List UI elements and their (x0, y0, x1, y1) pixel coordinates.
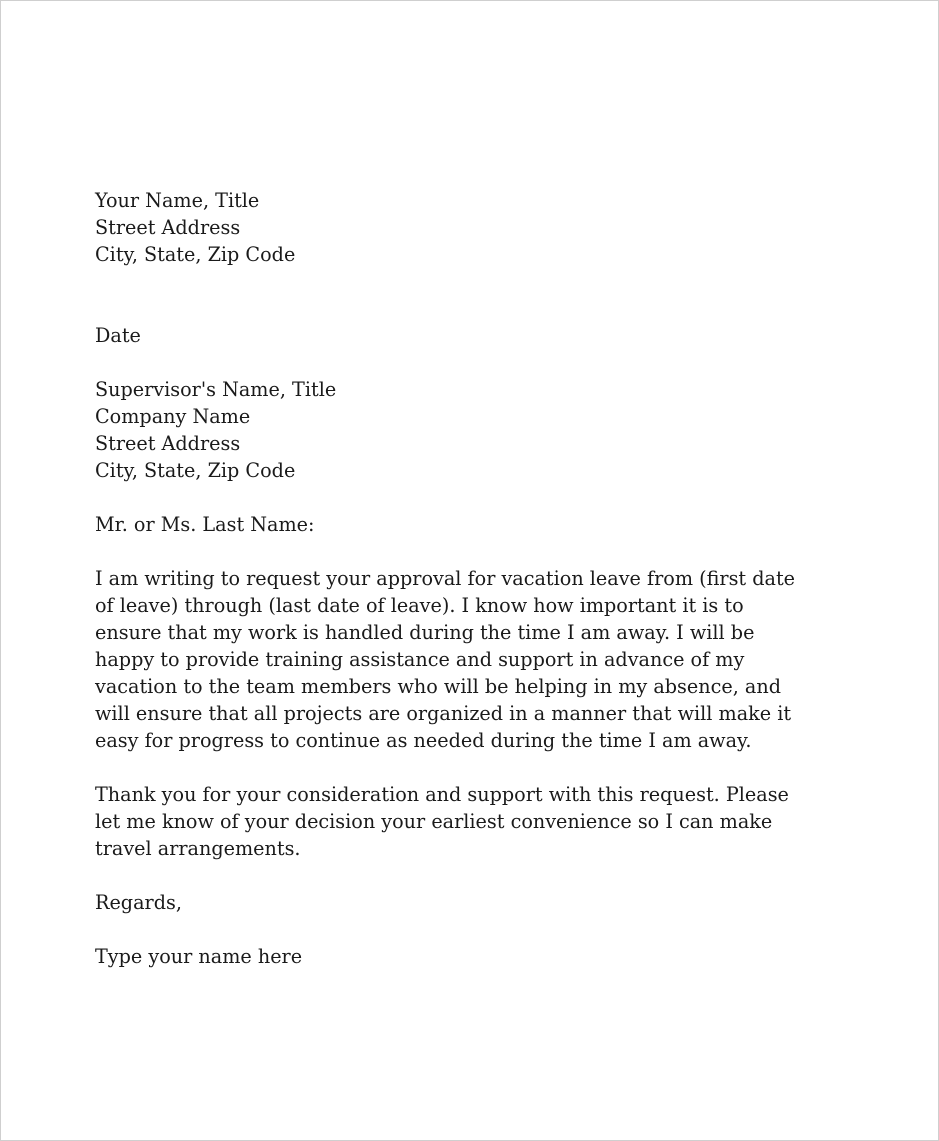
recipient-address (95, 376, 855, 484)
spacer (95, 268, 855, 322)
recipient-company: Company Name (95, 405, 251, 428)
paragraph-line: happy to provide training assistance and support in advance of my (95, 648, 745, 671)
recipient-name-title: Supervisor's Name, Title (95, 378, 337, 401)
paragraph-line: ensure that my work is handled during the time I am away. I will be (95, 621, 755, 644)
paragraph-line: Thank you for your consideration and support with this request. Please (95, 783, 789, 806)
paragraph-line: vacation to the team members who will be helping in my absence, and (95, 675, 781, 698)
sender-street: Street Address (95, 216, 241, 239)
spacer (95, 754, 855, 781)
letter-body (95, 187, 855, 970)
paragraph-line: travel arrangements. (95, 837, 301, 860)
salutation: Mr. or Ms. Last Name: (95, 513, 315, 536)
paragraph-line: I am writing to request your approval for vacation leave from (first date (95, 567, 796, 590)
spacer (95, 916, 855, 943)
spacer (95, 484, 855, 511)
letter-date: Date (95, 324, 141, 347)
closing: Regards, (95, 891, 182, 914)
body-paragraph-1 (95, 565, 855, 754)
body-paragraph-2 (95, 781, 855, 862)
paragraph-line: easy for progress to continue as needed during the time I am away. (95, 729, 752, 752)
spacer (95, 862, 855, 889)
paragraph-line: of leave) through (last date of leave). I know how important it is to (95, 594, 744, 617)
spacer (95, 349, 855, 376)
recipient-city-state-zip: City, State, Zip Code (95, 459, 296, 482)
sender-city-state-zip: City, State, Zip Code (95, 243, 296, 266)
signature-placeholder[interactable]: Type your name here (95, 945, 303, 968)
sender-name-title: Your Name, Title (95, 189, 260, 212)
paragraph-line: let me know of your decision your earliest convenience so I can make (95, 810, 773, 833)
paragraph-line: will ensure that all projects are organized in a manner that will make it (95, 702, 792, 725)
sender-address (95, 187, 855, 268)
spacer (95, 538, 855, 565)
recipient-street: Street Address (95, 432, 241, 455)
